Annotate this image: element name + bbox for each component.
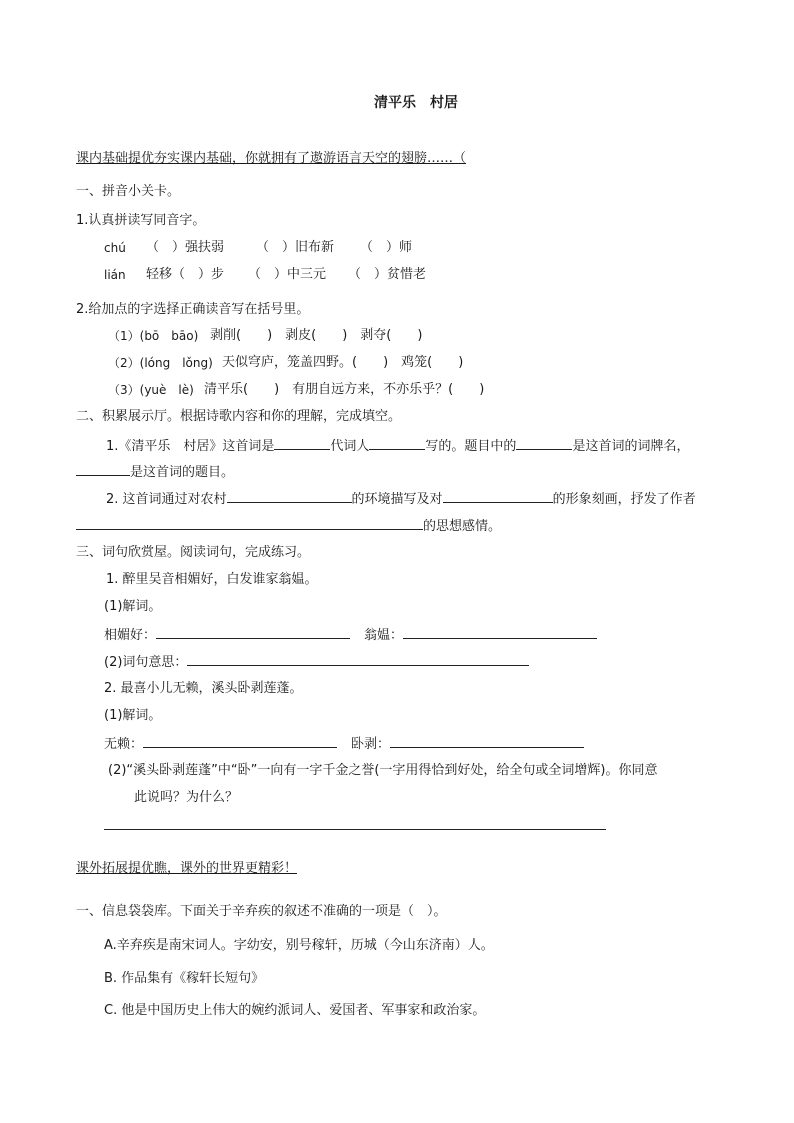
label-ciju-yisi: (2)词句意思：: [104, 655, 188, 670]
s3-yisi-line: [104, 653, 529, 672]
s3-xmh-line: [104, 626, 597, 645]
s3-p1: 1. 醉里吴音相媚好，白发谁家翁媪。: [106, 572, 318, 587]
s1-q2-i1-tag: （1）(bō bāo): [108, 329, 199, 343]
s4-option-b: B. 作品集有《稼轩长短句》: [104, 971, 265, 986]
answer-wulai[interactable]: [143, 735, 337, 748]
answer-line-wo[interactable]: [104, 829, 606, 830]
answer-ciju-yisi[interactable]: [187, 653, 529, 666]
blank-environment[interactable]: [227, 490, 352, 503]
s2-q1-line2: [76, 463, 234, 482]
s4-option-a: A.辛弃疾是南宋词人。字幼安，别号稼轩，历城（今山东济南）人。: [104, 938, 494, 953]
s2-q2-text-c: 的形象刻画，抒发了作者: [552, 492, 696, 507]
s1-q2-i1-text: 剥削( ) 剥皮( ) 剥夺( ): [210, 328, 423, 343]
section4-heading: 一、信息袋袋库。下面关于辛弃疾的叙述不准确的一项是（ ）。: [76, 904, 447, 919]
s1-q2-i3-tag: （3）(yuè lè): [108, 383, 194, 397]
answer-wengao[interactable]: [403, 626, 597, 639]
page-title: 清平乐 村居: [374, 95, 458, 111]
s3-p2: 2. 最喜小儿无赖，溪头卧剥莲蓬。: [104, 681, 303, 696]
blank-dynasty[interactable]: [274, 437, 330, 450]
s2-q1-text-b: 代词人: [330, 439, 370, 454]
s2-q1-text-c: 写的。题目中的: [425, 439, 517, 454]
s1-q1-r1-pinyin: chú: [104, 241, 126, 255]
s3-p1-jieci: (1)解词。: [104, 599, 162, 614]
s2-q1-text-d: 是这首词的词牌名，: [572, 439, 690, 454]
s1-q1-r1-a: （ ）强扶弱: [146, 240, 225, 255]
s1-q1-r1-b: （ ）旧布新: [256, 240, 335, 255]
s1-q2-i3-text: 清平乐( ) 有朋自远方来，不亦乐乎？( ): [204, 382, 485, 397]
s1-q1-r2-c: （ ）贫惜老: [348, 267, 427, 282]
blank-feeling[interactable]: [76, 517, 423, 530]
label-xiangmeihao: 相媚好：: [104, 628, 157, 643]
part2-header: 课外拓展提优瞧，课外的世界更精彩！: [76, 861, 298, 876]
s1-q1-r2-pinyin: lián: [104, 268, 126, 282]
section2-heading: 二、积累展示厅。根据诗歌内容和你的理解，完成填空。: [76, 409, 402, 424]
blank-cipai[interactable]: [516, 437, 572, 450]
s2-q2-text-d: 的思想感情。: [423, 519, 502, 534]
part1-header: 课内基础提优夯实课内基础，你就拥有了遨游语言天空的翅膀……（: [76, 151, 467, 166]
s1-q1-r2-a: 轻移（ ）步: [146, 267, 225, 282]
s1-q1-prompt: 1.认真拼读写同音字。: [76, 213, 206, 228]
s1-q2-prompt: 2.给加点的字选择正确读音写在括号里。: [76, 302, 310, 317]
s3-wulai-line: [104, 735, 584, 754]
answer-xiangmeihao[interactable]: [156, 626, 350, 639]
s2-q1-text-a: 1.《清平乐 村居》这首词是: [106, 439, 275, 454]
label-wobo: 卧剥：: [351, 737, 391, 752]
s2-q1-line1: [106, 437, 689, 456]
s3-p2-jieci: (1)解词。: [104, 708, 162, 723]
blank-poet[interactable]: [369, 437, 425, 450]
section1-heading: 一、拼音小关卡。: [76, 184, 181, 199]
s2-q2-text-b: 的环境描写及对: [351, 492, 443, 507]
s1-q1-r2-b: （ ）中三元: [248, 267, 327, 282]
label-wulai: 无赖：: [104, 737, 144, 752]
label-wengao: 翁媪：: [364, 628, 404, 643]
s1-q1-r1-c: （ ）师: [360, 240, 413, 255]
s1-q2-i2-tag: （2）(lóng lǒng): [108, 356, 213, 370]
s3-p2-q2-line1: (2)“溪头卧剥莲蓬”中“卧”一向有一字千金之誉(一字用得恰到好处，给全句或全词增辉)。你同意: [108, 763, 658, 778]
s2-q2-line2: [76, 517, 501, 536]
section3-heading: 三、词句欣赏屋。阅读词句，完成练习。: [76, 545, 311, 560]
s2-q1-text-e: 是这首词的题目。: [130, 465, 235, 480]
blank-image[interactable]: [443, 490, 553, 503]
answer-wobo[interactable]: [390, 735, 584, 748]
s2-q2-line1: [106, 490, 696, 509]
s3-p2-q2-line2: 此说吗？为什么？: [134, 790, 239, 805]
s1-q2-i2-text: 天似穹庐，笼盖四野。( ) 鸡笼( ): [222, 355, 464, 370]
s2-q2-text-a: 2. 这首词通过对农村: [106, 492, 227, 507]
s4-option-c: C. 他是中国历史上伟大的婉约派词人、爱国者、军事家和政治家。: [104, 1003, 486, 1018]
blank-title[interactable]: [76, 463, 130, 476]
